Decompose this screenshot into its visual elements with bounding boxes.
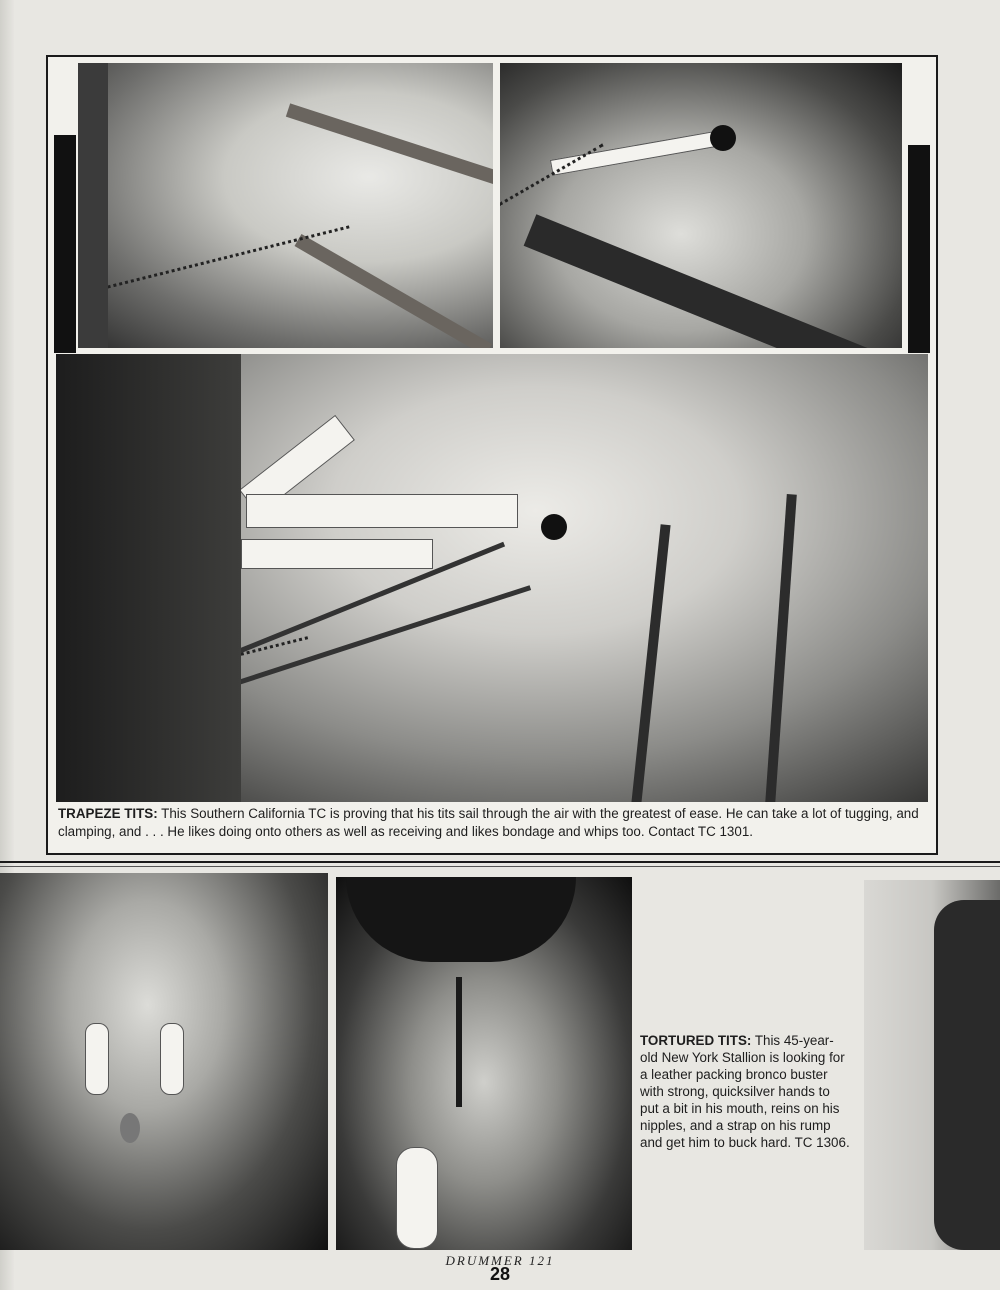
photo-shadow bbox=[56, 354, 241, 802]
chain bbox=[500, 143, 606, 209]
photo-hanging-figure bbox=[864, 880, 1000, 1250]
photo-chest-straps bbox=[78, 63, 493, 348]
clothespin bbox=[550, 130, 722, 176]
photo-squatting-figure bbox=[0, 873, 328, 1250]
caption-heading: TRAPEZE TITS: bbox=[58, 806, 158, 821]
section-divider bbox=[0, 861, 1000, 863]
pendant bbox=[120, 1113, 140, 1143]
rein bbox=[456, 977, 462, 1107]
section-divider-thin bbox=[0, 866, 1000, 867]
weight bbox=[85, 1023, 109, 1095]
photo-nipple-clamp-closeup bbox=[500, 63, 902, 348]
cowboy-hat bbox=[346, 877, 576, 962]
leather-strap bbox=[286, 103, 493, 187]
rod bbox=[765, 494, 797, 802]
leather-strap bbox=[524, 214, 902, 348]
clothespin bbox=[241, 539, 433, 569]
photo-shadow bbox=[78, 63, 108, 348]
caption-body: This Southern California TC is proving that his tits sail through the air with the greatest of ease. He can take a lot of tugging, and clamping, and . . . He likes doing onto others as well as receiving and likes bondage and whips too. Contact TC 1301. bbox=[58, 806, 919, 839]
rod bbox=[631, 524, 670, 802]
tortured-tits-caption bbox=[640, 1032, 850, 1151]
clothespin bbox=[246, 494, 518, 528]
figure-silhouette bbox=[934, 900, 1000, 1250]
magazine-name: DRUMMER 121 bbox=[445, 1253, 555, 1268]
photo-trapeze-clamps bbox=[56, 354, 928, 802]
chain bbox=[78, 225, 351, 300]
clamp-knob bbox=[710, 125, 736, 151]
photo-cowboy-hat-figure bbox=[336, 877, 632, 1250]
clamp-knob bbox=[541, 514, 567, 540]
toy bbox=[396, 1147, 438, 1249]
caption-heading: TORTURED TITS: bbox=[640, 1033, 752, 1048]
edge-bar bbox=[908, 145, 930, 353]
page-number: 28 bbox=[489, 1264, 511, 1284]
trapeze-tits-caption bbox=[58, 805, 930, 841]
caption-body: This 45-year-old New York Stallion is looking for a leather packing bronco buster with strong, quicksilver hands to put a bit in his mouth, reins on his nipples, and a strap on his rump and get him to buck hard. TC 1306. bbox=[640, 1033, 850, 1150]
trapeze-tits-panel bbox=[46, 55, 938, 855]
leather-strap bbox=[295, 234, 493, 348]
edge-bar bbox=[54, 135, 76, 353]
weight bbox=[160, 1023, 184, 1095]
